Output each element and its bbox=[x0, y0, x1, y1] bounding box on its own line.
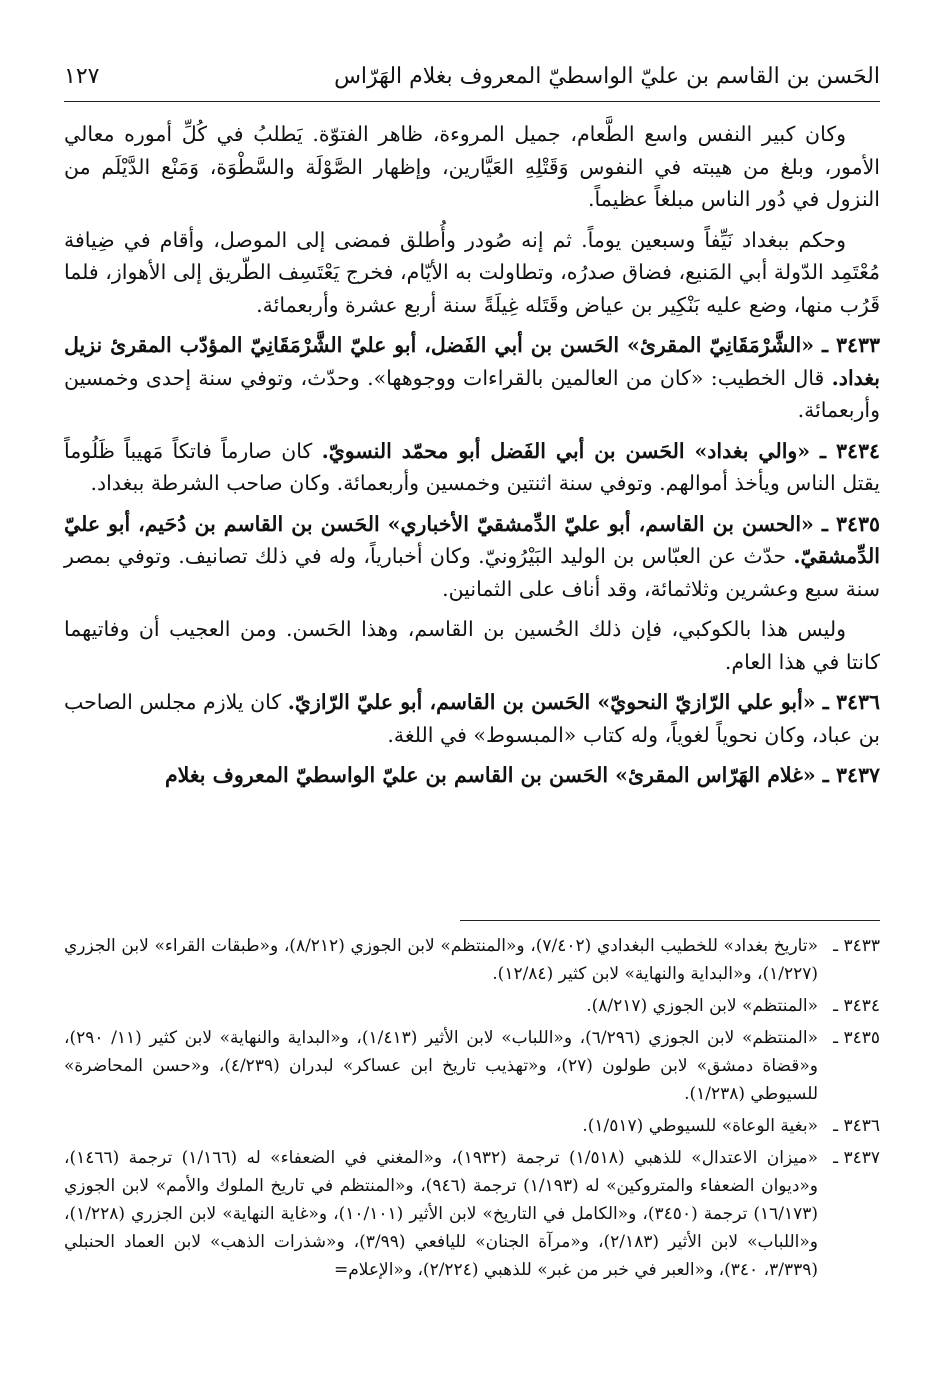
paragraph: وليس هذا بالكوكبي، فإن ذلك الحُسين بن القاسم، وهذا الحَسن. ومن العجيب أن وفاتيهما كانتا في هذا العام. bbox=[64, 617, 880, 674]
entry-body: حدّث عن العبّاس بن الوليد البَيْرُونيّ. وكان أخبارياً، وله في ذلك تصانيف. وتوفي بمصر سنة سبع وعشرين وثلاثمائة، وقد أناف على الثمانين. bbox=[64, 544, 880, 601]
footnote-text: «بغية الوعاة» للسيوطي (١/٥١٧). bbox=[582, 1116, 818, 1136]
footnote-text: «تاريخ بغداد» للخطيب البغدادي (٧/٤٠٢)، و«المنتظم» لابن الجوزي (٨/٢١٢)، و«طبقات القراء» لابن الجزري (١/٢٢٧)، و«البداية والنهاية» لابن كثير (١٢/٨٤). bbox=[64, 936, 818, 984]
footnote-text: «ميزان الاعتدال» للذهبي (١/٥١٨) ترجمة (١٩٣٢)، و«المغني في الضعفاء» له (١/١٦٦) ترجمة (١٤٦٦)، و«ديوان الضعفاء والمتروكين» له (١/١٩٣) ترجمة (٩٤٦)، و«المنتظم في تاريخ الملوك والأمم» لابن الجوزي (١٦/١٧٣) ترجمة (٣٤٥٠)، و«الكامل في التاريخ» لابن الأثير (١٠/١٠١)، و«غاية النهاية» لابن الجزري (١/٢٢٨)، و«اللباب» لابن الأثير (٢/١٨٣)، و«مرآة الجنان» لليافعي (٣/٩٩)، و«شذرات الذهب» لابن العماد الحنبلي (٣/٣٣٩، ٣٤٠)، و«العبر في خبر من غبر» للذهبي (٢/٢٢٤)، و«الإعلام= bbox=[64, 1148, 819, 1280]
entry-heading: ٣٤٣٤ ـ «والي بغداد» الحَسن بن أبي الفَضل أبو محمّد النسويّ. bbox=[321, 438, 880, 463]
footnote bbox=[64, 1144, 880, 1284]
footnote-text: «المنتظم» لابن الجوزي (٦/٢٩٦)، و«اللباب» لابن الأثير (١/٤١٣)، و«البداية والنهاية» لابن كثير (١١/ ٢٩٠)، و«قضاة دمشق» لابن طولون (٢٧)، و«تهذيب تاريخ ابن عساكر» لبدران (٤/٢٣٩)، و«حسن المحاضرة» للسيوطي (١/٢٣٨). bbox=[64, 1028, 818, 1104]
header-rule bbox=[64, 101, 880, 102]
footnote-rule bbox=[460, 920, 880, 921]
page-number: ١٢٧ bbox=[64, 63, 100, 89]
main-text bbox=[64, 118, 880, 800]
biography-entry bbox=[64, 508, 880, 606]
biography-entry bbox=[64, 686, 880, 751]
footnotes bbox=[64, 932, 880, 1288]
footnote-number: ٣٤٣٦ ـ bbox=[833, 1116, 880, 1136]
entry-body: كان صارماً فاتكاً مَهيباً ظَلُوماً يقتل الناس ويأخذ أموالهم. وتوفي سنة اثنتين وخمسين وأربعمائة. وكان صاحب الشرطة ببغداد. bbox=[64, 438, 880, 495]
page-header bbox=[64, 56, 880, 96]
entry-heading: ٣٤٣٥ ـ «الحسن بن القاسم، أبو عليّ الدِّمشقيّ الأخباري» الحَسن بن القاسم بن دُحَيم، أبو عليّ الدِّمشقيّ. bbox=[64, 511, 880, 568]
footnote-number: ٣٤٣٥ ـ bbox=[833, 1028, 880, 1048]
running-title: الحَسن بن القاسم بن عليّ الواسطيّ المعروف بغلام الهَرّاس bbox=[334, 63, 880, 89]
biography-entry bbox=[64, 435, 880, 500]
footnote bbox=[64, 1112, 880, 1140]
footnote bbox=[64, 992, 880, 1020]
entry-body: كان يلازم مجلس الصاحب بن عباد، وكان نحوياً لغوياً، وله كتاب «المبسوط» في اللغة. bbox=[64, 690, 880, 747]
footnote-number: ٣٤٣٣ ـ bbox=[833, 936, 880, 956]
paragraph: وكان كبير النفس واسع الطَّعام، جميل المروءة، ظاهر الفتوّة. يَطلبُ في كُلِّ أموره معالي الأمور، وبلغ من هيبته في النفوس وَقَتْلِهِ العَيَّارين، وإظهار الصَّوْلَة والسَّطْوَة، وَمَنْع الدَّيْلَم من النزول في دُور الناس مبلغاً عظيماً. bbox=[64, 122, 880, 211]
entry-body: قال الخطيب: «كان من العالمين بالقراءات ووجوهها». وحدّث، وتوفي سنة إحدى وخمسين وأربعمائة. bbox=[64, 365, 880, 422]
footnote-number: ٣٤٣٤ ـ bbox=[833, 996, 880, 1016]
footnote bbox=[64, 932, 880, 988]
entry-heading: ٣٤٣٦ ـ «أبو علي الرّازيّ النحويّ» الحَسن بن القاسم، أبو عليّ الرّازيّ. bbox=[287, 690, 881, 714]
biography-entry bbox=[64, 759, 880, 792]
footnote-number: ٣٤٣٧ ـ bbox=[833, 1148, 880, 1168]
footnote-text: «المنتظم» لابن الجوزي (٨/٢١٧). bbox=[586, 996, 818, 1016]
paragraph: وحكم ببغداد نَيِّفاً وسبعين يوماً. ثم إنه صُودر وأُطلق فمضى إلى الموصل، وأقام في ضِيافة مُعْتَمِد الدّولة أبي المَنيع، فضاق صدرُه، وتطاولت به الأيّام، فخرج يَعْتَسِف الطّريق إلى الأهواز، فلما قَرُب منها، وضع عليه بَنْكِير بن عياض وقَتَله غِيلَةً سنة أربع عشرة وأربعمائة. bbox=[64, 227, 880, 317]
entry-heading: ٣٤٣٣ ـ «الشَّرْمَقَانِيّ المقرئ» الحَسن بن أبي الفَضل، أبو عليّ الشَّرْمَقَانِيّ المؤدّب المقرئ نزيل بغداد. bbox=[64, 333, 880, 390]
footnote bbox=[64, 1024, 880, 1108]
biography-entry bbox=[64, 329, 880, 427]
entry-heading: ٣٤٣٧ ـ «غلام الهَرّاس المقرئ» الحَسن بن القاسم بن عليّ الواسطيّ المعروف بغلام bbox=[164, 763, 880, 787]
